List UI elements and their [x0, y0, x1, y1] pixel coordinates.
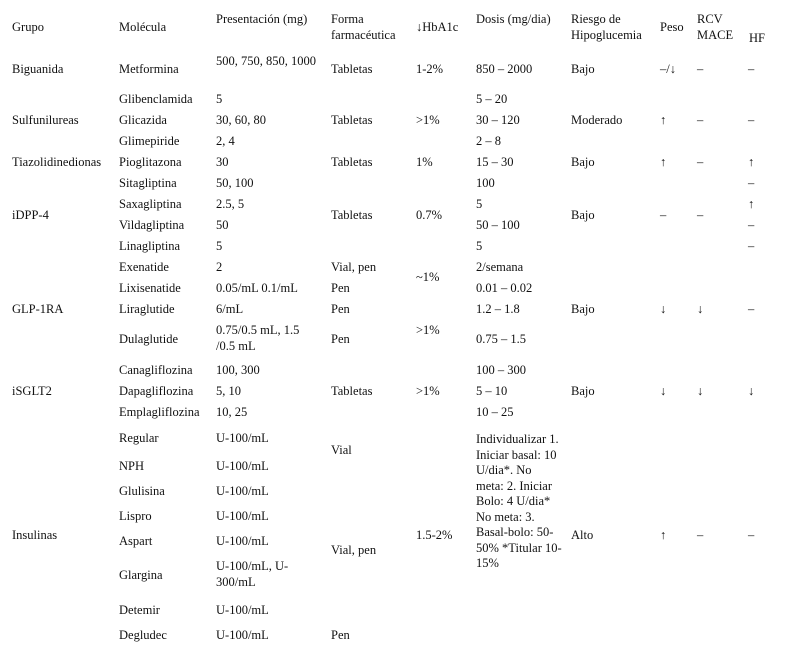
hba1c-tiazolidinedionas: 1%	[416, 155, 433, 169]
molecule-glimepiride: Glimepiride	[119, 134, 180, 148]
molecule-lispro: Lispro	[119, 509, 152, 523]
presentation-nph: U-100/mL	[216, 459, 269, 473]
form-exenatide: Vial, pen	[331, 260, 377, 274]
presentation-saxagliptina: 2.5, 5	[216, 197, 245, 211]
molecule-lixisenatide: Lixisenatide	[119, 281, 181, 295]
dose-saxagliptina: 5	[476, 197, 483, 211]
dose-canagliflozina: 100 – 300	[476, 363, 526, 377]
molecule-detemir: Detemir	[119, 603, 160, 617]
hf-glp1: –	[748, 302, 755, 316]
presentation-metformina: 500, 750, 850, 1000	[216, 54, 316, 68]
molecule-glicazida: Glicazida	[119, 113, 167, 127]
rcv-insulinas: –	[697, 528, 704, 542]
header-molecula: Molécula	[119, 20, 167, 34]
presentation-glulisina: U-100/mL	[216, 484, 269, 498]
dose-liraglutide: 1.2 – 1.8	[476, 302, 520, 316]
header-peso: Peso	[660, 20, 684, 34]
form-idpp4: Tabletas	[331, 208, 373, 222]
molecule-emplagliflozina: Emplagliflozina	[119, 405, 200, 419]
presentation-emplagliflozina: 10, 25	[216, 405, 248, 419]
presentation-lispro: U-100/mL	[216, 509, 269, 523]
molecule-degludec: Degludec	[119, 628, 167, 642]
presentation-glibenclamida: 5	[216, 92, 223, 106]
presentation-sitagliptina: 50, 100	[216, 176, 254, 190]
dose-dapagliflozina: 5 – 10	[476, 384, 508, 398]
form-insulinas-pen: Pen	[331, 628, 350, 642]
dose-glimepiride: 2 – 8	[476, 134, 501, 148]
weight-idpp4: –	[660, 208, 667, 222]
risk-biguanida: Bajo	[571, 62, 595, 76]
rcv-idpp4: –	[697, 208, 704, 222]
presentation-linagliptina: 5	[216, 239, 223, 253]
molecule-canagliflozina: Canagliflozina	[119, 363, 193, 377]
presentation-detemir: U-100/mL	[216, 603, 269, 617]
presentation-glargina: U-100/mL, U-300/mL	[216, 559, 289, 589]
form-sulfonilureas: Tabletas	[331, 113, 373, 127]
risk-isglt2: Bajo	[571, 384, 595, 398]
dose-vildagliptina: 50 – 100	[476, 218, 520, 232]
risk-idpp4: Bajo	[571, 208, 595, 222]
header-presentacion: Presentación (mg)	[216, 12, 308, 26]
rcv-sulfonilureas: –	[697, 113, 704, 127]
molecule-liraglutide: Liraglutide	[119, 302, 175, 316]
molecule-glibenclamida: Glibenclamida	[119, 92, 193, 106]
molecule-nph: NPH	[119, 459, 145, 473]
risk-insulinas: Alto	[571, 528, 594, 542]
molecule-glargina: Glargina	[119, 568, 163, 582]
molecule-linagliptina: Linagliptina	[119, 239, 181, 253]
hba1c-glp1-long: >1%	[416, 323, 440, 337]
weight-isglt2: ↓	[660, 384, 667, 398]
hf-biguanida: –	[748, 62, 755, 76]
presentation-glimepiride: 2, 4	[216, 134, 235, 148]
molecule-metformina: Metformina	[119, 62, 179, 76]
hf-insulinas: –	[748, 528, 755, 542]
presentation-canagliflozina: 100, 300	[216, 363, 260, 377]
rcv-isglt2: ↓	[697, 384, 704, 398]
presentation-pioglitazona: 30	[216, 155, 229, 169]
header-rcv: RCV MACE	[697, 12, 734, 42]
rcv-tiazolidinedionas: –	[697, 155, 704, 169]
group-isglt2: iSGLT2	[12, 384, 52, 398]
group-insulinas: Insulinas	[12, 528, 58, 542]
risk-glp1: Bajo	[571, 302, 595, 316]
dose-pioglitazona: 15 – 30	[476, 155, 514, 169]
header-hba1c: ↓HbA1c	[416, 20, 459, 34]
weight-tiazolidinedionas: ↑	[660, 155, 667, 169]
header-grupo: Grupo	[12, 20, 44, 34]
molecule-aspart: Aspart	[119, 534, 153, 548]
weight-insulinas: ↑	[660, 528, 667, 542]
dose-sitagliptina: 100	[476, 176, 495, 190]
presentation-vildagliptina: 50	[216, 218, 229, 232]
group-idpp4: iDPP-4	[12, 208, 49, 222]
hf-sulfonilureas: –	[748, 113, 755, 127]
risk-tiazolidinedionas: Bajo	[571, 155, 595, 169]
presentation-lixisenatide: 0.05/mL 0.1/mL	[216, 281, 298, 295]
dose-lixisenatide: 0.01 – 0.02	[476, 281, 533, 295]
molecule-vildagliptina: Vildagliptina	[119, 218, 185, 232]
dose-dulaglutide: 0.75 – 1.5	[476, 332, 526, 346]
molecule-saxagliptina: Saxagliptina	[119, 197, 182, 211]
dose-linagliptina: 5	[476, 239, 483, 253]
presentation-regular: U-100/mL	[216, 431, 269, 445]
weight-glp1: ↓	[660, 302, 667, 316]
group-sulfonilureas: Sulfunilureas	[12, 113, 79, 127]
dose-metformina: 850 – 2000	[476, 62, 533, 76]
form-liraglutide: Pen	[331, 302, 350, 316]
dose-emplagliflozina: 10 – 25	[476, 405, 514, 419]
hba1c-idpp4: 0.7%	[416, 208, 443, 222]
hf-tiazolidinedionas: ↑	[748, 155, 755, 169]
presentation-exenatide: 2	[216, 260, 223, 274]
dose-glicazida: 30 – 120	[476, 113, 520, 127]
form-isglt2: Tabletas	[331, 384, 373, 398]
hba1c-isglt2: >1%	[416, 384, 440, 398]
hf-vildagliptina: –	[748, 218, 755, 232]
hf-linagliptina: –	[748, 239, 755, 253]
presentation-degludec: U-100/mL	[216, 628, 269, 642]
hf-sitagliptina: –	[748, 176, 755, 190]
presentation-dapagliflozina: 5, 10	[216, 384, 241, 398]
form-insulinas-vial: Vial	[331, 443, 352, 457]
molecule-pioglitazona: Pioglitazona	[119, 155, 182, 169]
presentation-aspart: U-100/mL	[216, 534, 269, 548]
dose-exenatide: 2/semana	[476, 260, 524, 274]
group-glp1: GLP-1RA	[12, 302, 64, 316]
header-dosis: Dosis (mg/dia)	[476, 12, 551, 26]
hba1c-biguanida: 1-2%	[416, 62, 444, 76]
form-lixisenatide: Pen	[331, 281, 350, 295]
dose-insulinas: Individualizar 1. Iniciar basal: 10 U/dia*. No meta: 2. Iniciar Bolo: 4 U/dia* No meta: 3. Basal-bolo: 50-50% *Titular 10-15%	[476, 432, 562, 570]
group-tiazolidinedionas: Tiazolidinedionas	[12, 155, 102, 169]
hba1c-insulinas: 1.5-2%	[416, 528, 453, 542]
weight-biguanida: –/↓	[660, 62, 676, 76]
form-biguanida: Tabletas	[331, 62, 373, 76]
molecule-exenatide: Exenatide	[119, 260, 169, 274]
molecule-sitagliptina: Sitagliptina	[119, 176, 177, 190]
presentation-dulaglutide: 0.75/0.5 mL, 1.5 /0.5 mL	[216, 323, 300, 353]
form-insulinas-vialpen: Vial, pen	[331, 543, 377, 557]
dose-glibenclamida: 5 – 20	[476, 92, 508, 106]
header-riesgo: Riesgo de Hipoglucemia	[571, 12, 642, 42]
rcv-glp1: ↓	[697, 302, 704, 316]
weight-sulfonilureas: ↑	[660, 113, 667, 127]
hf-isglt2: ↓	[748, 384, 755, 398]
form-tiazolidinedionas: Tabletas	[331, 155, 373, 169]
hba1c-sulfonilureas: >1%	[416, 113, 440, 127]
presentation-glicazida: 30, 60, 80	[216, 113, 266, 127]
molecule-dulaglutide: Dulaglutide	[119, 332, 179, 346]
hba1c-glp1-short: ~1%	[416, 270, 440, 284]
rcv-biguanida: –	[697, 62, 704, 76]
presentation-liraglutide: 6/mL	[216, 302, 244, 316]
molecule-glulisina: Glulisina	[119, 484, 165, 498]
group-biguanida: Biguanida	[12, 62, 64, 76]
header-forma: Forma farmacéutica	[331, 12, 396, 42]
form-dulaglutide: Pen	[331, 332, 350, 346]
risk-sulfonilureas: Moderado	[571, 113, 623, 127]
molecule-dapagliflozina: Dapagliflozina	[119, 384, 194, 398]
molecule-regular: Regular	[119, 431, 159, 445]
header-hf: HF	[749, 31, 765, 45]
hf-saxagliptina: ↑	[748, 197, 755, 211]
